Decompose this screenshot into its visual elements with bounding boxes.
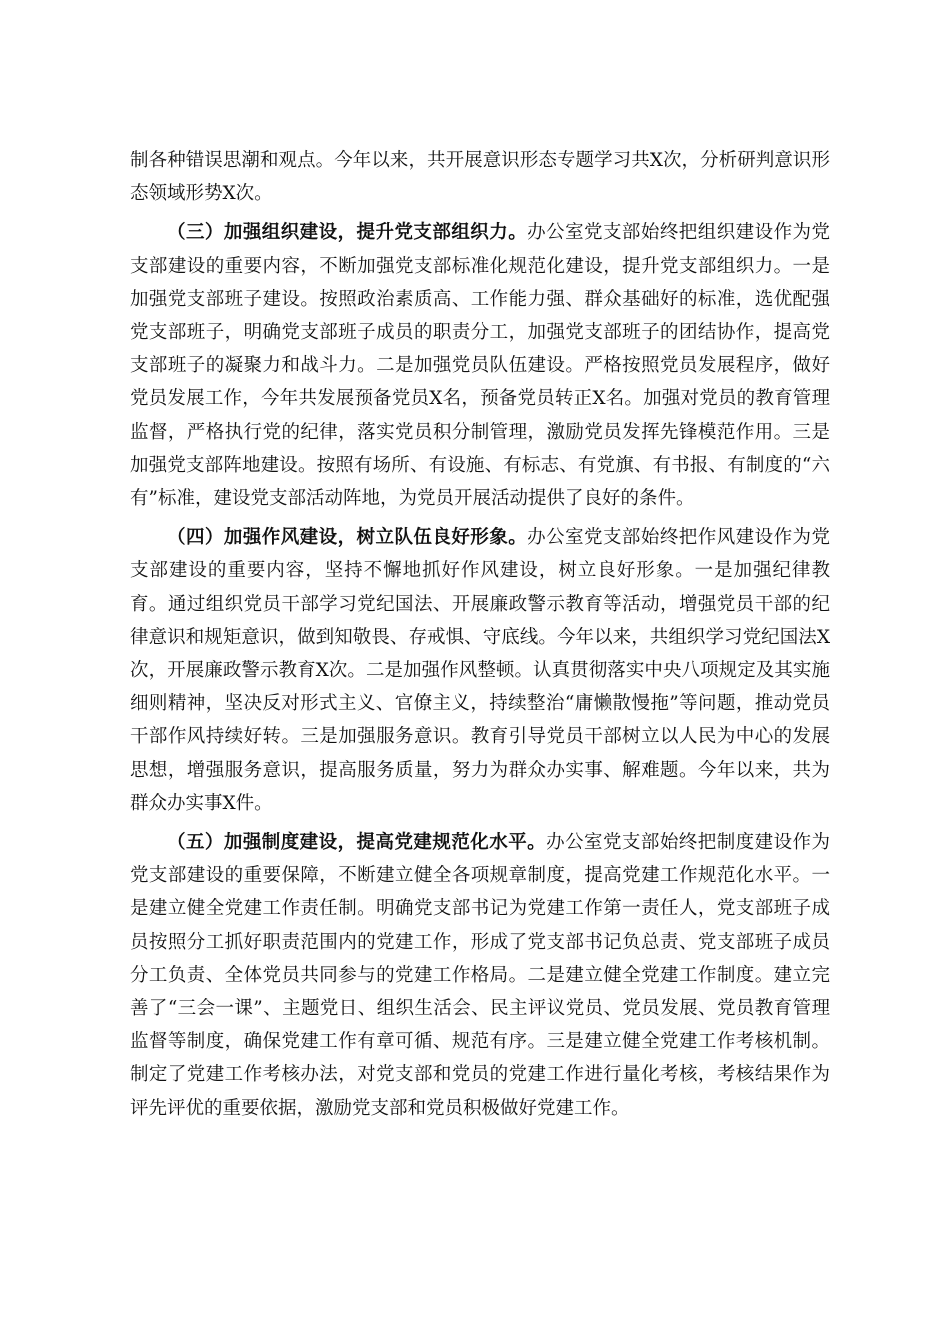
paragraph-section-4 — [130, 521, 830, 820]
section-heading: （五）加强制度建设，提高党建规范化水平。 — [167, 832, 547, 854]
section-heading: （四）加强作风建设，树立队伍良好形象。 — [167, 527, 528, 549]
document-page — [130, 144, 830, 1131]
paragraph-text: 办公室党支部始终把组织建设作为党支部建设的重要内容，不断加强党支部标准化规范化建设，提升党支部组织力。一是加强党支部班子建设。按照政治素质高、工作能力强、群众基础好的标准，选优配强党支部班子，明确党支部班子成员的职责分工，加强党支部班子的团结协作，提高党支部班子的凝聚力和战斗力。二是加强党员队伍建设。严格按照党员发展程序，做好党员发展工作，今年共发展预备党员X名，预备党员转正X名。加强对党员的教育管理监督，严格执行党的纪律，落实党员积分制管理，激励党员发挥先锋模范作用。三是加强党支部阵地建设。按照有场所、有设施、有标志、有党旗、有书报、有制度的“六有”标准，建设党支部活动阵地，为党员开展活动提供了良好的条件。 — [130, 222, 830, 510]
paragraph-text: 办公室党支部始终把作风建设作为党支部建设的重要内容，坚持不懈地抓好作风建设，树立良好形象。一是加强纪律教育。通过组织党员干部学习党纪国法、开展廉政警示教育等活动，增强党员干部的纪律意识和规矩意识，做到知敬畏、存戒惧、守底线。今年以来，共组织学习党纪国法X次，开展廉政警示教育X次。二是加强作风整顿。认真贯彻落实中央八项规定及其实施细则精神，坚决反对形式主义、官僚主义，持续整治“庸懒散慢拖”等问题，推动党员干部作风持续好转。三是加强服务意识。教育引导党员干部树立以人民为中心的发展思想，增强服务意识，提高服务质量，努力为群众办实事、解难题。今年以来，共为群众办实事X件。 — [130, 527, 830, 814]
section-heading: （三）加强组织建设，提升党支部组织力。 — [167, 222, 528, 244]
paragraph-section-5 — [130, 826, 830, 1125]
paragraph-text: 办公室党支部始终把制度建设作为党支部建设的重要保障，不断建立健全各项规章制度，提高党建工作规范化水平。一是建立健全党建工作责任制。明确党支部书记为党建工作第一责任人，党支部班子成员按照分工抓好职责范围内的党建工作，形成了党支部书记负总责、党支部班子成员分工负责、全体党员共同参与的党建工作格局。二是建立健全党建工作制度。建立完善了“三会一课”、主题党日、组织生活会、民主评议党员、党员发展、党员教育管理监督等制度，确保党建工作有章可循、规范有序。三是建立健全党建工作考核机制。制定了党建工作考核办法，对党支部和党员的党建工作进行量化考核，考核结果作为评先评优的重要依据，激励党支部和党员积极做好党建工作。 — [130, 832, 830, 1119]
paragraph-continuation — [130, 144, 830, 210]
paragraph-section-3 — [130, 216, 830, 515]
paragraph-text: 制各种错误思潮和观点。今年以来，共开展意识形态专题学习共X次，分析研判意识形态领域形势X次。 — [130, 150, 830, 205]
